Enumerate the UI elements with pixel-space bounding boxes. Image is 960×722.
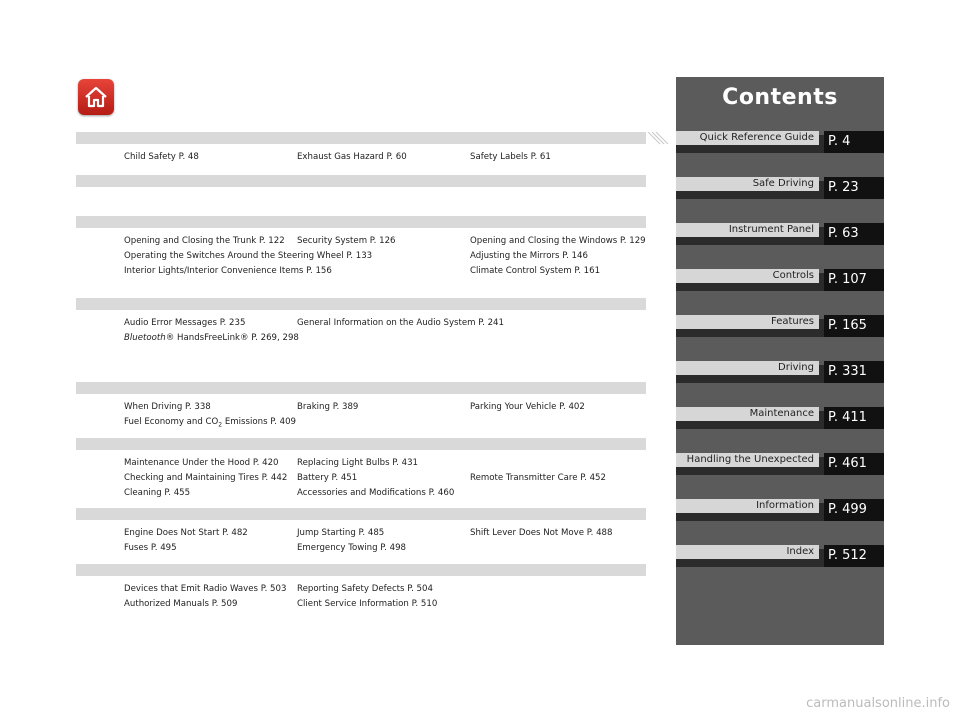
toc-row <box>124 249 670 264</box>
nav-page: P. 461 <box>824 453 884 475</box>
section-unexpected <box>76 508 722 553</box>
nav-label: Safe Driving <box>676 177 819 191</box>
toc-link[interactable]: Cleaning P. 455 <box>124 488 191 498</box>
toc-link[interactable]: Emergency Towing P. 498 <box>297 543 407 553</box>
nav-instrument-panel[interactable] <box>676 223 884 245</box>
nav-label: Index <box>676 545 819 559</box>
toc-link[interactable]: Parking Your Vehicle P. 402 <box>470 402 585 412</box>
toc-row <box>124 415 670 433</box>
toc-link[interactable]: Opening and Closing the Trunk P. 122 <box>124 236 285 246</box>
toc-link[interactable]: Shift Lever Does Not Move P. 488 <box>470 528 613 538</box>
section-bar <box>76 564 646 576</box>
emissions-label: Emissions P. 409 <box>222 417 297 427</box>
nav-page: P. 165 <box>824 315 884 337</box>
toc-link[interactable]: Accessories and Modifications P. 460 <box>297 488 455 498</box>
nav-page: P. 499 <box>824 499 884 521</box>
section-information <box>76 564 722 609</box>
nav-label: Driving <box>676 361 819 375</box>
nav-label: Quick Reference Guide <box>676 131 819 145</box>
nav-label: Features <box>676 315 819 329</box>
toc-link[interactable]: Engine Does Not Start P. 482 <box>124 528 248 538</box>
toc-link[interactable]: Client Service Information P. 510 <box>297 599 438 609</box>
toc-link[interactable]: Devices that Emit Radio Waves P. 503 <box>124 584 287 594</box>
toc-link[interactable]: Maintenance Under the Hood P. 420 <box>124 458 279 468</box>
contents-title: Contents <box>722 85 838 110</box>
toc-link[interactable]: Adjusting the Mirrors P. 146 <box>470 251 588 261</box>
watermark-text: carmanualsonline.info <box>806 696 950 711</box>
toc-link[interactable]: Exhaust Gas Hazard P. 60 <box>297 152 407 162</box>
nav-page: P. 512 <box>824 545 884 567</box>
section-controls <box>76 216 722 276</box>
contents-sidebar <box>676 77 884 645</box>
section-maintenance <box>76 438 722 498</box>
nav-maintenance[interactable] <box>676 407 884 429</box>
toc-row <box>124 316 504 331</box>
nav-label: Controls <box>676 269 819 283</box>
toc-link[interactable]: Fuses P. 495 <box>124 543 177 553</box>
toc-row <box>124 456 670 471</box>
toc-link[interactable]: Audio Error Messages P. 235 <box>124 318 246 328</box>
toc-link[interactable]: Child Safety P. 48 <box>124 152 199 162</box>
nav-page: P. 411 <box>824 407 884 429</box>
toc-row <box>124 486 670 501</box>
nav-features[interactable] <box>676 315 884 337</box>
section-bar <box>76 508 646 520</box>
toc-link[interactable]: General Information on the Audio System P. 241 <box>297 318 504 328</box>
toc-link[interactable]: Authorized Manuals P. 509 <box>124 599 238 609</box>
section-quick-reference <box>76 132 722 144</box>
nav-safe-driving[interactable] <box>676 177 884 199</box>
toc-link[interactable]: Braking P. 389 <box>297 402 359 412</box>
toc-link[interactable] <box>124 331 299 346</box>
nav-information[interactable] <box>676 499 884 521</box>
section-bar <box>76 438 646 450</box>
nav-label: Instrument Panel <box>676 223 819 237</box>
fuel-economy-label: Fuel Economy and CO <box>124 417 219 427</box>
toc-link[interactable]: Battery P. 451 <box>297 473 358 483</box>
toc-row <box>124 234 670 249</box>
toc-row <box>124 264 670 279</box>
co2-subscript: 2 <box>218 421 223 429</box>
nav-handling-unexpected[interactable] <box>676 453 884 475</box>
section-driving <box>76 382 722 429</box>
nav-controls[interactable] <box>676 269 884 291</box>
toc-link[interactable]: Security System P. 126 <box>297 236 396 246</box>
nav-label: Maintenance <box>676 407 819 421</box>
toc-row <box>124 541 670 556</box>
nav-label: Handling the Unexpected <box>676 453 819 467</box>
toc-link[interactable]: Operating the Switches Around the Steering Wheel P. 133 <box>124 251 373 261</box>
toc-link[interactable]: Reporting Safety Defects P. 504 <box>297 584 433 594</box>
toc-link[interactable]: Checking and Maintaining Tires P. 442 <box>124 473 288 483</box>
handsfreelink-label: ® HandsFreeLink® P. 269, 298 <box>165 333 299 343</box>
toc-link[interactable]: Replacing Light Bulbs P. 431 <box>297 458 419 468</box>
section-features <box>76 298 722 343</box>
nav-label: Information <box>676 499 819 513</box>
nav-page: P. 331 <box>824 361 884 383</box>
toc-link[interactable]: Safety Labels P. 61 <box>470 152 551 162</box>
home-button[interactable] <box>78 79 114 115</box>
nav-page: P. 107 <box>824 269 884 291</box>
toc-link[interactable]: Opening and Closing the Windows P. 129 <box>470 236 646 246</box>
section-bar <box>76 175 646 187</box>
toc-row <box>124 400 670 415</box>
toc-row <box>124 471 670 486</box>
nav-quick-reference[interactable] <box>676 131 884 153</box>
home-icon <box>83 84 109 110</box>
bluetooth-label: Bluetooth <box>124 333 166 343</box>
toc-row <box>124 526 670 541</box>
section-instrument-panel <box>76 175 722 187</box>
section-bar <box>76 298 646 310</box>
nav-index[interactable] <box>676 545 884 567</box>
section-bar <box>76 216 646 228</box>
toc-link[interactable]: Climate Control System P. 161 <box>470 266 601 276</box>
toc-link[interactable]: Interior Lights/Interior Convenience Items P. 156 <box>124 266 332 276</box>
toc-link[interactable] <box>124 415 297 433</box>
section-bar <box>76 382 646 394</box>
toc-row <box>124 597 470 612</box>
section-bar <box>76 132 646 144</box>
nav-page: P. 23 <box>824 177 884 199</box>
toc-row <box>124 331 504 346</box>
nav-page: P. 4 <box>824 131 884 153</box>
toc-row <box>124 150 670 165</box>
toc-link[interactable]: Jump Starting P. 485 <box>297 528 385 538</box>
toc-link[interactable]: When Driving P. 338 <box>124 402 211 412</box>
nav-driving[interactable] <box>676 361 884 383</box>
toc-link[interactable]: Remote Transmitter Care P. 452 <box>470 473 606 483</box>
nav-page: P. 63 <box>824 223 884 245</box>
toc-row <box>124 582 470 597</box>
